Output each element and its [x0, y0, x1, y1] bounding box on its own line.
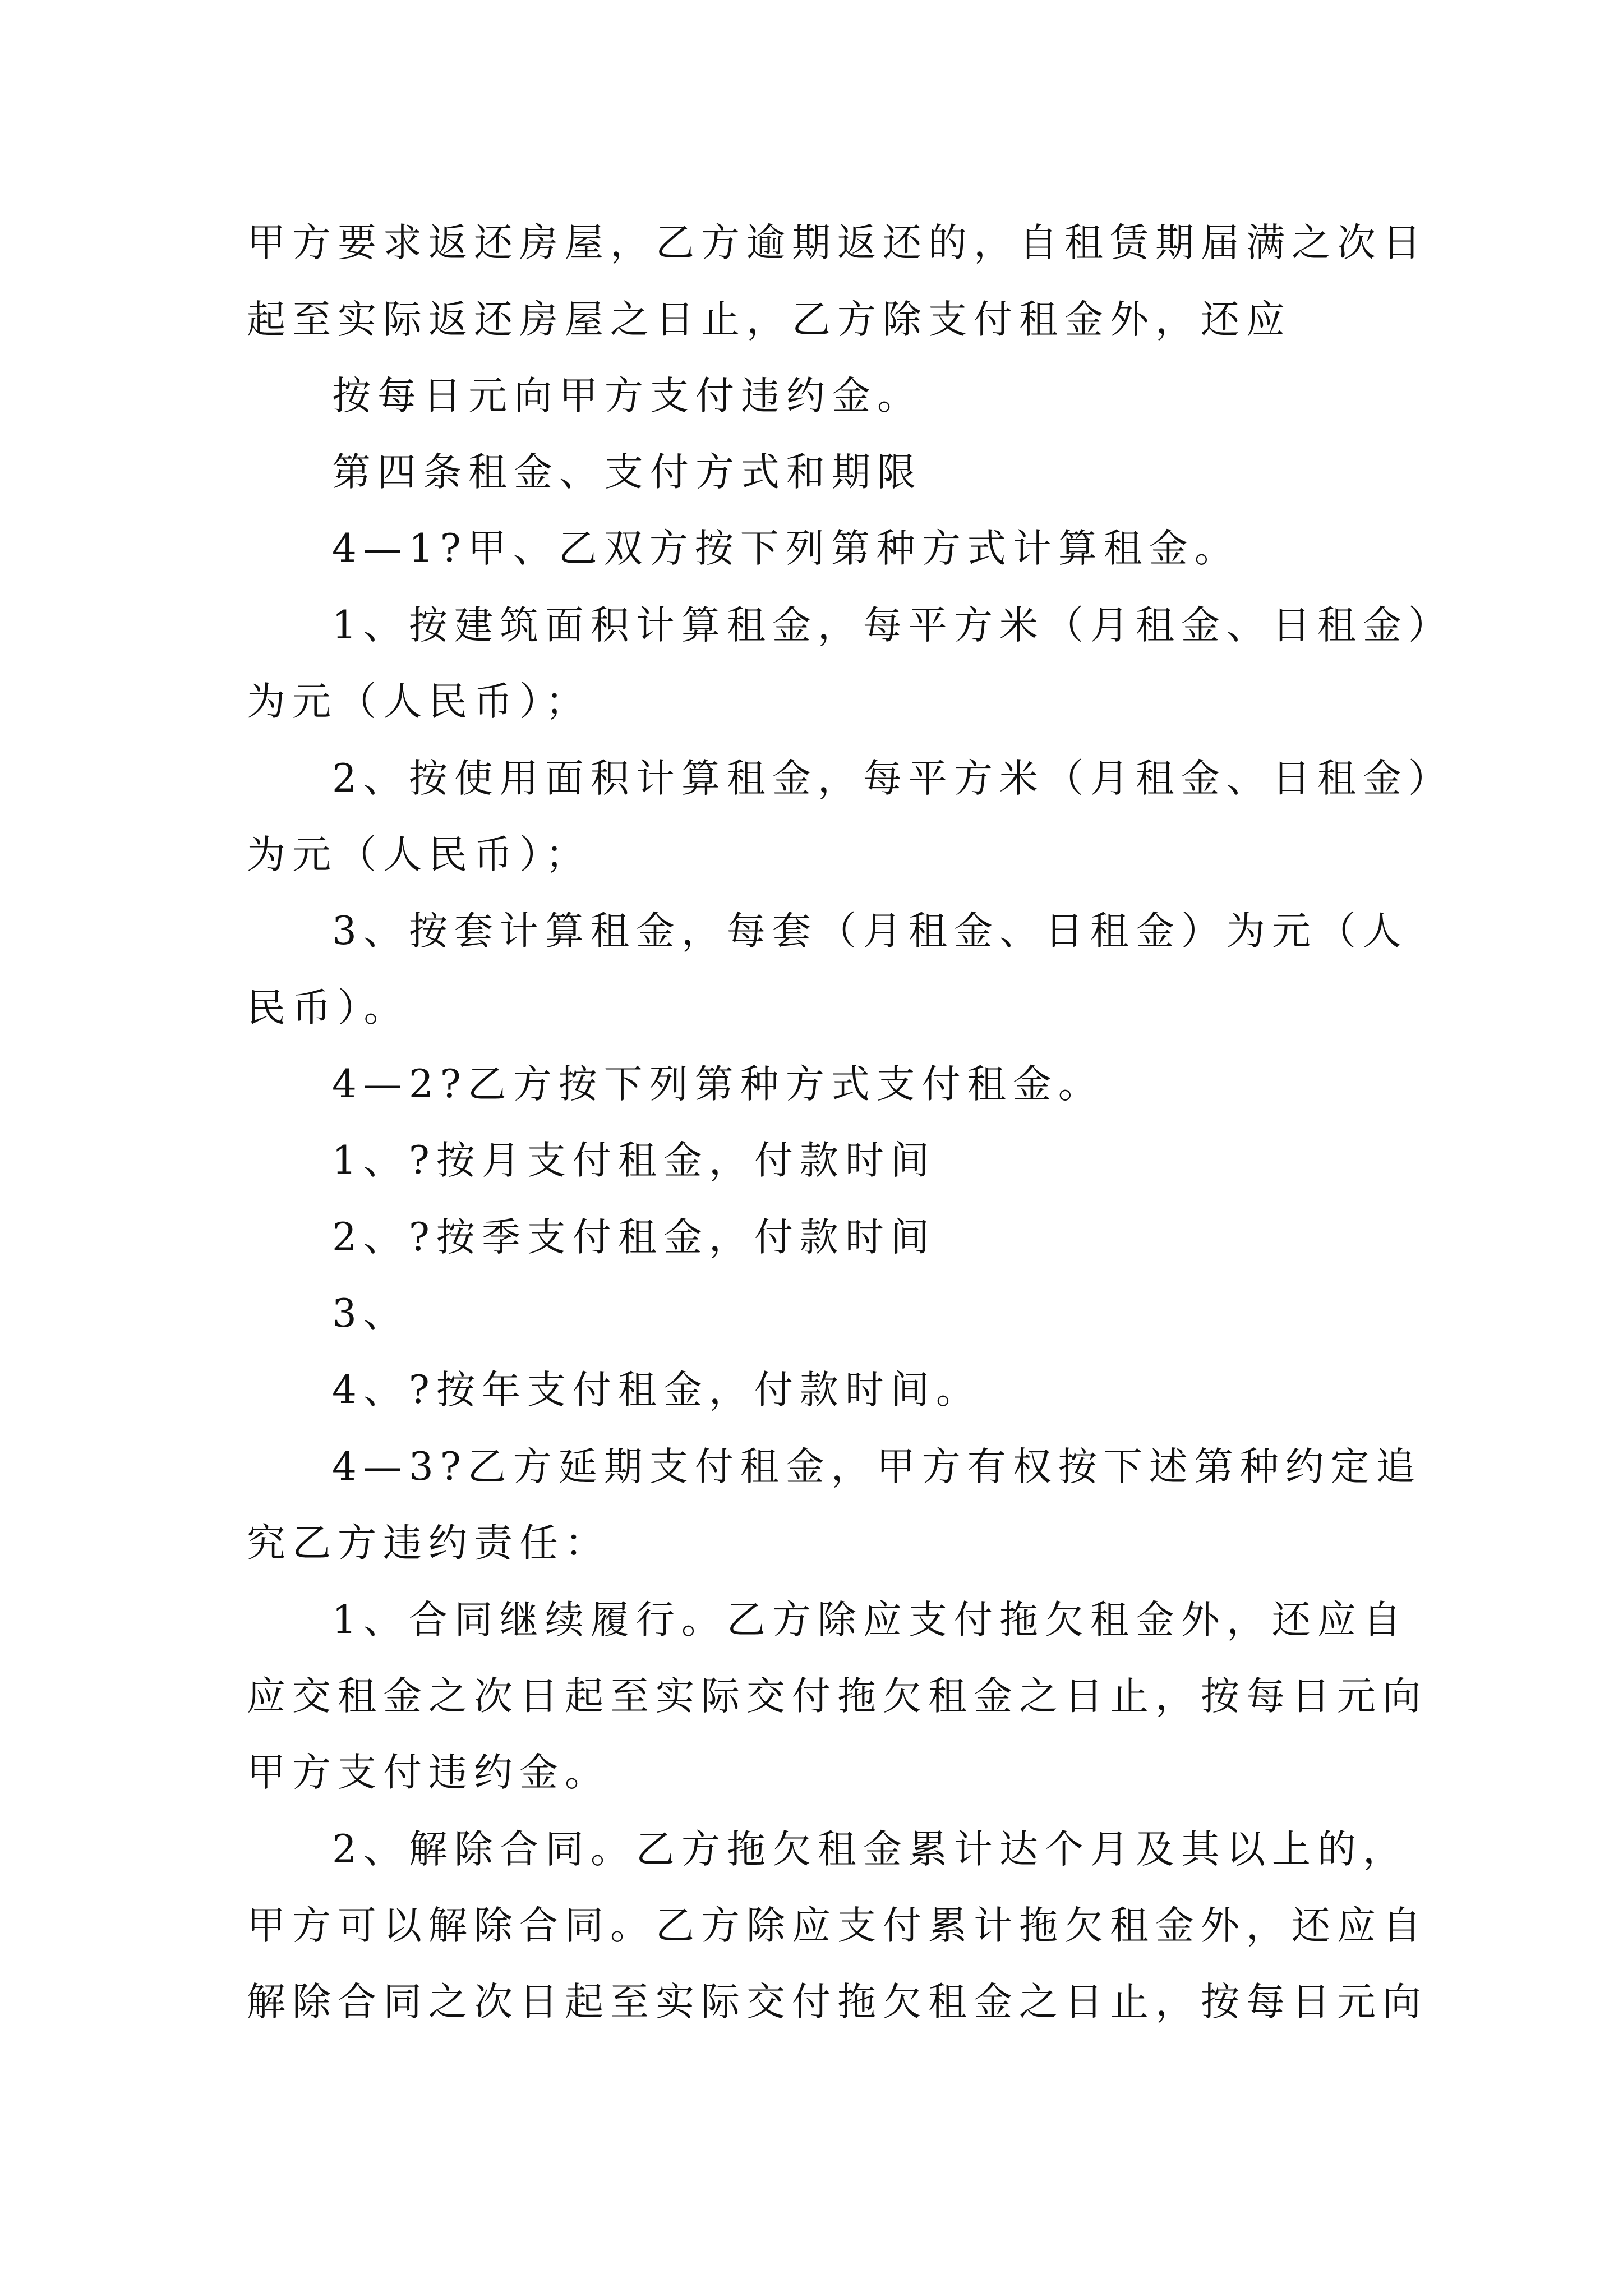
text-line: 究乙方违约责任： — [247, 1521, 610, 1566]
text-line: 为元（人民币）； — [247, 832, 591, 877]
text-line: 解除合同之次日起至实际交付拖欠租金之日止，按每日元向 — [247, 1980, 1428, 2024]
clause-heading: 4—3?乙方延期支付租金，甲方有权按下述第种约定追 — [332, 1444, 1422, 1489]
text-line: 2、按使用面积计算租金，每平方米（月租金、日租金） — [332, 756, 1454, 801]
clause-heading: 4—1?甲、乙双方按下列第种方式计算租金。 — [332, 526, 1240, 571]
text-line: 1、?按月支付租金，付款时间 — [332, 1138, 936, 1183]
text-line: 应交租金之次日起至实际交付拖欠租金之日止，按每日元向 — [247, 1674, 1428, 1719]
text-line: 为元（人民币）； — [247, 679, 591, 724]
text-line: 甲方要求返还房屋，乙方逾期返还的，自租赁期届满之次日 — [247, 220, 1428, 265]
text-line: 按每日元向甲方支付违约金。 — [332, 374, 923, 418]
text-line: 3、按套计算租金，每套（月租金、日租金）为元（人 — [332, 909, 1408, 954]
text-line: 3、 — [332, 1291, 409, 1336]
clause-heading: 4—2?乙方按下列第种方式支付租金。 — [332, 1062, 1104, 1107]
text-line: 甲方支付违约金。 — [247, 1750, 610, 1795]
text-line: 1、按建筑面积计算租金，每平方米（月租金、日租金） — [332, 603, 1454, 648]
section-heading: 第四条租金、支付方式和期限 — [332, 450, 923, 495]
text-line: 起至实际返还房屋之日止，乙方除支付租金外，还应 — [247, 297, 1292, 342]
text-line: 1、合同继续履行。乙方除应支付拖欠租金外，还应自 — [332, 1598, 1408, 1642]
text-line: 2、?按季支付租金，付款时间 — [332, 1215, 936, 1260]
text-line: 2、解除合同。乙方拖欠租金累计达个月及其以上的， — [332, 1827, 1408, 1872]
text-line: 甲方可以解除合同。乙方除应支付累计拖欠租金外，还应自 — [247, 1903, 1428, 1948]
text-line: 4、?按年支付租金，付款时间。 — [332, 1368, 981, 1412]
text-line: 民币）。 — [247, 986, 409, 1030]
